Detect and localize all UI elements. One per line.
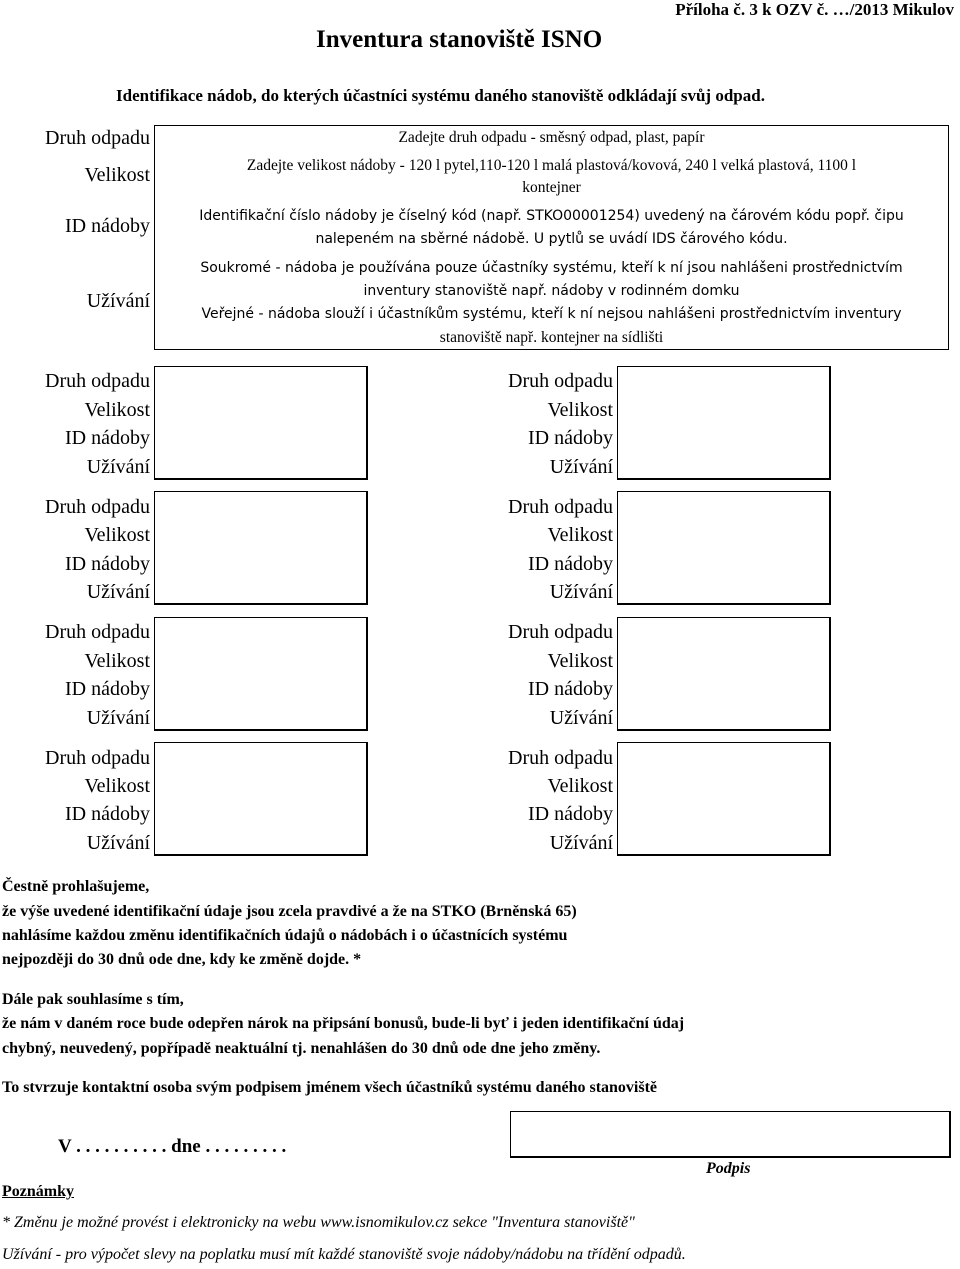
entry-label-uzivani: Užívání <box>549 581 613 603</box>
instr-velikost-2: kontejner <box>522 179 581 196</box>
instr-public-2: stanoviště např. kontejner na sídlišti <box>439 329 664 346</box>
declaration-heading: Čestně prohlašujeme, <box>2 878 150 895</box>
entry-label-uzivani: Užívání <box>86 707 150 729</box>
entry-label-id: ID nádoby <box>528 678 613 700</box>
instr-public-1: Veřejné - nádoba slouží i účastníkům systému, kteří k ní nejsou nahlášeni prostřednictvím inventury <box>201 306 902 322</box>
entry-label-velikost: Velikost <box>547 524 613 546</box>
signature-box[interactable] <box>510 1111 951 1158</box>
entry-label-uzivani: Užívání <box>549 832 613 854</box>
entry-label-velikost: Velikost <box>84 650 150 672</box>
entry-box-4[interactable] <box>617 491 831 605</box>
instr-label-velikost: Velikost <box>84 164 150 186</box>
entry-label-druh: Druh odpadu <box>45 370 150 392</box>
entry-label-id: ID nádoby <box>65 427 150 449</box>
entry-label-uzivani: Užívání <box>86 581 150 603</box>
instr-label-druh: Druh odpadu <box>45 127 150 149</box>
notes-heading: Poznámky <box>2 1183 74 1200</box>
entry-label-id: ID nádoby <box>528 803 613 825</box>
entry-label-druh: Druh odpadu <box>508 496 613 518</box>
entry-label-druh: Druh odpadu <box>45 496 150 518</box>
instr-velikost-1: Zadejte velikost nádoby - 120 l pytel,110-120 l malá plastová/kovová, 240 l velká plastová, 1100 l <box>246 157 857 174</box>
entry-box-3[interactable] <box>154 491 368 605</box>
page-subtitle: Identifikace nádob, do kterých účastníci systému daného stanoviště odkládají svůj odpad. <box>116 86 765 105</box>
entry-label-uzivani: Užívání <box>549 707 613 729</box>
entry-label-velikost: Velikost <box>84 775 150 797</box>
consent-heading: Dále pak souhlasíme s tím, <box>2 991 184 1008</box>
entry-label-uzivani: Užívání <box>549 456 613 478</box>
entry-label-druh: Druh odpadu <box>508 621 613 643</box>
annex-reference: Příloha č. 3 k OZV č. …/2013 Mikulov <box>675 0 954 19</box>
entry-box-8[interactable] <box>617 742 831 856</box>
entry-box-2[interactable] <box>617 366 831 480</box>
instr-id-1: Identifikační číslo nádoby je číselný kód (např. STKO00001254) uvedený na čárovém kódu popř. čipu <box>199 208 904 224</box>
entry-box-6[interactable] <box>617 617 831 731</box>
entry-box-1[interactable] <box>154 366 368 480</box>
entry-label-velikost: Velikost <box>547 399 613 421</box>
entry-box-5[interactable] <box>154 617 368 731</box>
entry-label-druh: Druh odpadu <box>508 370 613 392</box>
note-usage: Užívání - pro výpočet slevy na poplatku musí mít každé stanoviště svoje nádoby/nádobu na třídění odpadů. <box>2 1246 686 1263</box>
instr-label-uzivani: Užívání <box>86 290 150 312</box>
entry-label-id: ID nádoby <box>65 803 150 825</box>
entry-label-velikost: Velikost <box>84 399 150 421</box>
note-electronic-change: * Změnu je možné provést i elektronicky na webu www.isnomikulov.cz sekce "Inventura stanoviště" <box>2 1214 635 1231</box>
entry-label-velikost: Velikost <box>547 775 613 797</box>
instr-private-1: Soukromé - nádoba je používána pouze účastníky systému, kteří k ní jsou nahlášeni prostřednictvím <box>200 260 903 276</box>
instr-druh: Zadejte druh odpadu - směsný odpad, plast, papír <box>398 129 705 146</box>
entry-label-id: ID nádoby <box>65 553 150 575</box>
entry-label-id: ID nádoby <box>528 427 613 449</box>
page-title: Inventura stanoviště ISNO <box>316 26 603 53</box>
confirmation-line: To stvrzuje kontaktní osoba svým podpisem jménem všech účastníků systému daného stanoviště <box>2 1079 658 1096</box>
instr-label-id: ID nádoby <box>65 215 150 237</box>
consent-line: že nám v daném roce bude odepřen nárok na připsání bonusů, bude-li byť i jeden identifikační údaj <box>2 1015 685 1032</box>
instr-id-2: nalepeném na sběrné nádobě. U pytlů se uvádí IDS čárového kódu. <box>315 231 788 247</box>
entry-box-7[interactable] <box>154 742 368 856</box>
entry-label-id: ID nádoby <box>65 678 150 700</box>
entry-label-druh: Druh odpadu <box>45 747 150 769</box>
declaration-line: že výše uvedené identifikační údaje jsou zcela pravdivé a že na STKO (Brněnská 65) <box>2 903 577 920</box>
entry-label-velikost: Velikost <box>547 650 613 672</box>
declaration-line: nahlásíme každou změnu identifikačních údajů o nádobách i o účastnících systému <box>2 927 568 944</box>
entry-label-druh: Druh odpadu <box>508 747 613 769</box>
signature-label: Podpis <box>706 1160 751 1177</box>
entry-label-id: ID nádoby <box>528 553 613 575</box>
consent-line: chybný, neuvedený, popřípadě neaktuální tj. nenahlášen do 30 dnů ode dne jeho změny. <box>2 1040 601 1057</box>
entry-label-druh: Druh odpadu <box>45 621 150 643</box>
instr-private-2: inventury stanoviště např. nádoby v rodinném domku <box>363 283 740 299</box>
entry-label-velikost: Velikost <box>84 524 150 546</box>
declaration-line: nejpozději do 30 dnů ode dne, kdy ke změně dojde. * <box>2 951 362 968</box>
entry-label-uzivani: Užívání <box>86 456 150 478</box>
entry-label-uzivani: Užívání <box>86 832 150 854</box>
place-date-line: V . . . . . . . . . . dne . . . . . . . . . <box>58 1136 287 1157</box>
